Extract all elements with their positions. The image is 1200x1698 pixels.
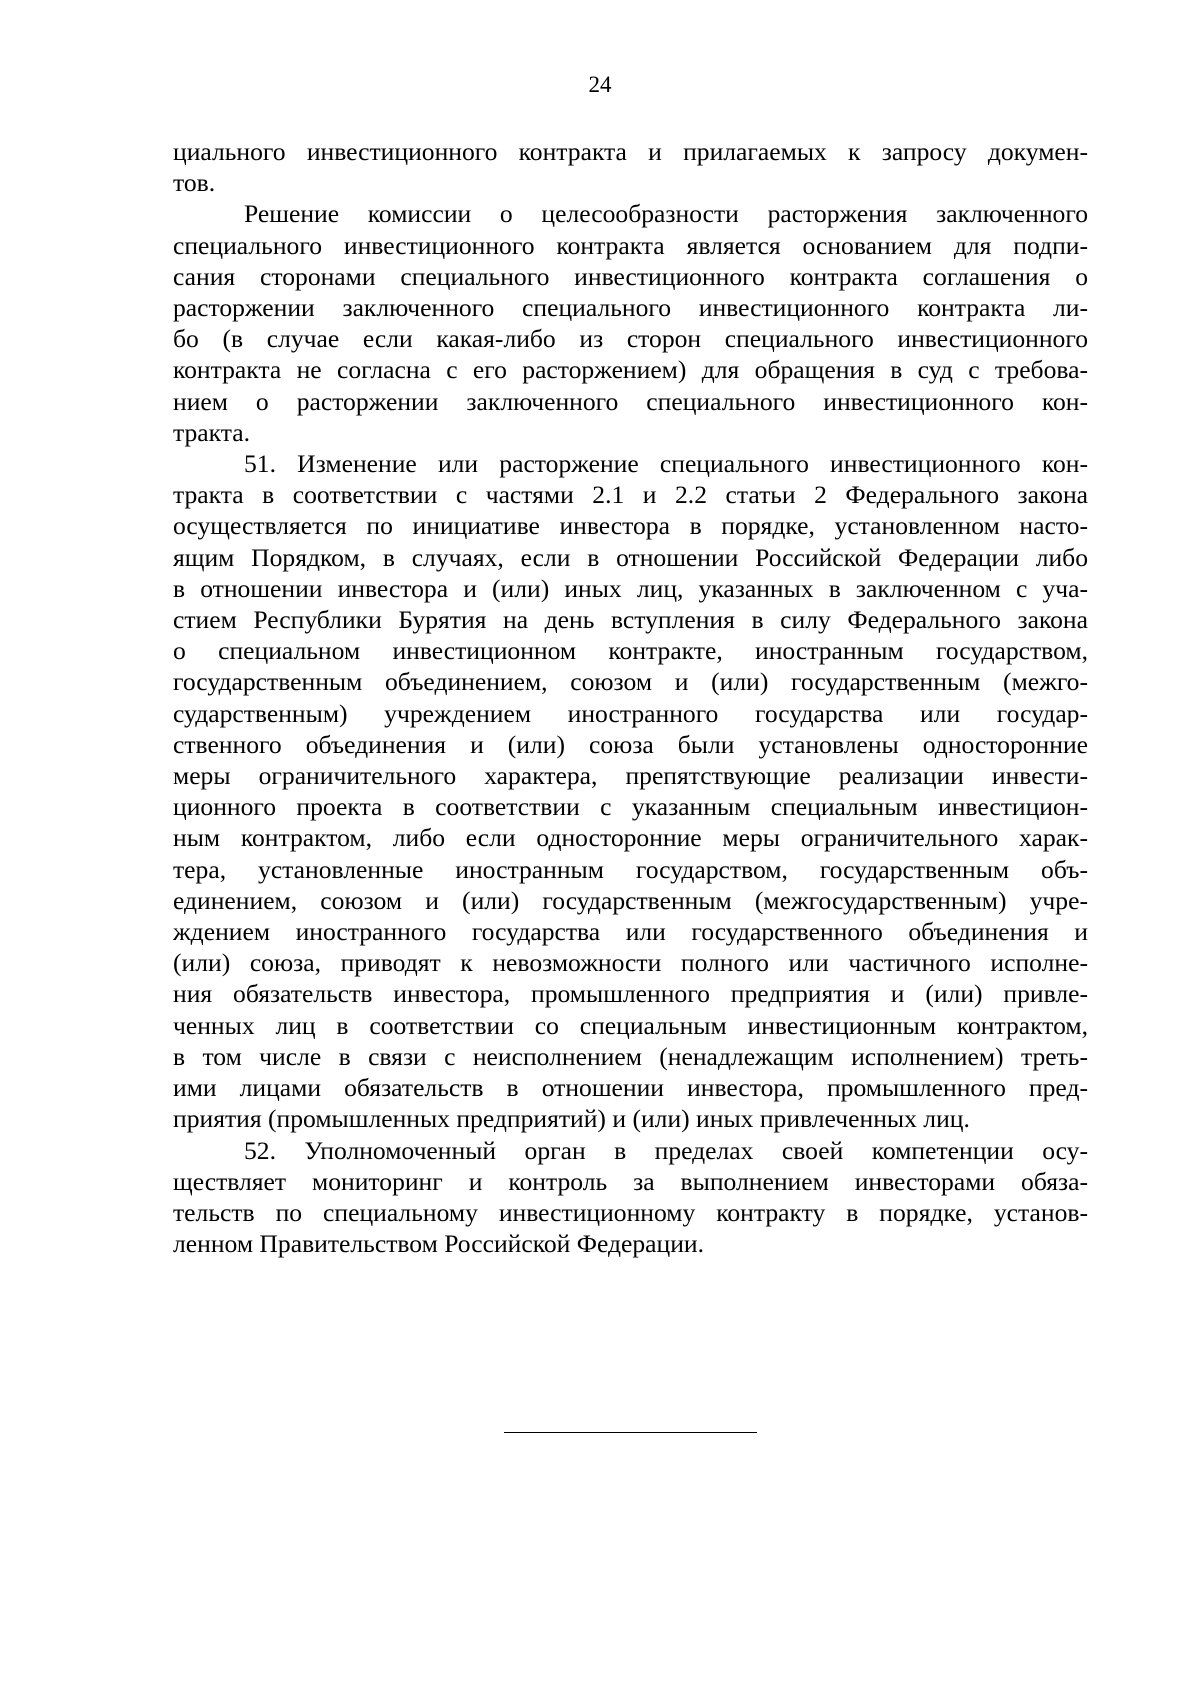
text-line: циального инвестиционного контракта и прилагаемых к запросу докумен- — [173, 137, 1088, 166]
text-line: нием о расторжении заключенного специального инвестиционного кон- — [173, 386, 1088, 416]
text-line: тракта в соответствии с частями 2.1 и 2.2 статьи 2 Федерального закона — [173, 480, 1088, 510]
text-line: тов. — [173, 168, 216, 198]
text-line: специального инвестиционного контракта является основанием для подпи- — [173, 230, 1088, 260]
text-line: в том числе в связи с неисполнением (ненадлежащим исполнением) треть- — [173, 1041, 1088, 1071]
text-line: ния обязательств инвестора, промышленного предприятия и (или) привле- — [173, 979, 1088, 1009]
text-line: государственным объединением, союзом и (или) государственным (межго- — [173, 667, 1088, 697]
text-line: ственного объединения и (или) союза были установлены односторонние — [173, 729, 1088, 759]
text-line: о специальном инвестиционном контракте, иностранным государством, — [173, 636, 1088, 666]
text-line: ционного проекта в соответствии с указанным специальным инвестицион- — [173, 792, 1088, 822]
text-line: контракта не согласна с его расторжением) для обращения в суд с требова- — [173, 355, 1088, 385]
end-of-text-rule — [504, 1432, 757, 1433]
text-line: бо (в случае если какая-либо из сторон специального инвестиционного — [173, 324, 1088, 354]
text-line: 52. Уполномоченный орган в пределах своей компетенции осу- — [244, 1135, 1088, 1165]
paragraph — [173, 448, 1088, 1134]
paragraph — [173, 136, 1088, 198]
text-line: ным контрактом, либо если односторонние меры ограничительного харак- — [173, 823, 1088, 853]
text-line: тельств по специальному инвестиционному контракту в порядке, установ- — [173, 1197, 1088, 1227]
text-line: тракта. — [173, 417, 251, 447]
paragraph — [173, 1135, 1088, 1260]
text-line: ченных лиц в соответствии со специальным инвестиционным контрактом, — [173, 1010, 1088, 1040]
text-line: ящим Порядком, в случаях, если в отношении Российской Федерации либо — [173, 542, 1088, 572]
text-line: сударственным) учреждением иностранного государства или государ- — [173, 698, 1088, 728]
page-number: 24 — [588, 72, 612, 97]
text-line: ждением иностранного государства или государственного объединения и — [173, 917, 1088, 947]
text-line: ленном Правительством Российской Федерации. — [173, 1229, 704, 1259]
text-line: (или) союза, приводят к невозможности полного или частичного исполне- — [173, 948, 1088, 978]
text-line: Решение комиссии о целесообразности расторжения заключенного — [244, 199, 1088, 229]
text-line: в отношении инвестора и (или) иных лиц, указанных в заключенном с уча- — [173, 573, 1088, 603]
text-line: стием Республики Бурятия на день вступления в силу Федерального закона — [173, 605, 1088, 635]
document-body — [173, 136, 1088, 1259]
text-line: ими лицами обязательств в отношении инвестора, промышленного пред- — [173, 1073, 1088, 1103]
text-line: расторжении заключенного специального инвестиционного контракта ли- — [173, 293, 1088, 323]
text-line: меры ограничительного характера, препятствующие реализации инвести- — [173, 761, 1088, 791]
text-line: 51. Изменение или расторжение специального инвестиционного кон- — [244, 449, 1088, 479]
text-line: единением, союзом и (или) государственным (межгосударственным) учре- — [173, 885, 1088, 915]
text-line: ществляет мониторинг и контроль за выполнением инвесторами обяза- — [173, 1166, 1088, 1196]
text-line: осуществляется по инициативе инвестора в порядке, установленном насто- — [173, 511, 1088, 541]
text-line: сания сторонами специального инвестиционного контракта соглашения о — [173, 261, 1088, 291]
text-line: приятия (промышленных предприятий) и (или) иных привлеченных лиц. — [173, 1104, 970, 1134]
text-line: тера, установленные иностранным государством, государственным объ- — [173, 854, 1088, 884]
paragraph — [173, 198, 1088, 448]
